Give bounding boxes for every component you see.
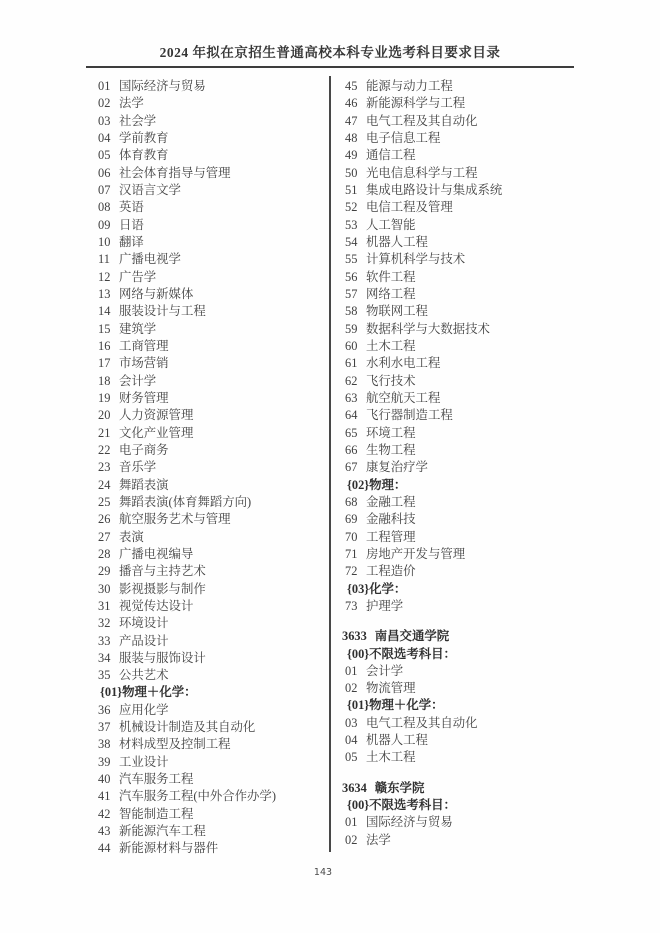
college-code: 3634 — [342, 780, 367, 795]
major-name: 舞蹈表演 — [119, 477, 169, 492]
major-number: 41 — [98, 789, 111, 804]
major-item — [345, 442, 575, 459]
major-number: 04 — [345, 733, 358, 748]
major-item — [345, 147, 575, 164]
major-name: 会计学 — [366, 663, 404, 678]
major-number: 44 — [98, 841, 111, 856]
major-name: 工业设计 — [119, 754, 169, 769]
major-item — [345, 373, 575, 390]
major-item — [345, 355, 575, 372]
major-name: 广播电视学 — [119, 252, 181, 267]
major-item — [345, 529, 575, 546]
major-item — [345, 425, 575, 442]
blank-line — [345, 615, 575, 628]
major-item — [98, 269, 332, 286]
major-name: 日语 — [119, 217, 144, 232]
major-item — [98, 563, 332, 580]
left-column — [98, 78, 332, 858]
major-number: 53 — [345, 217, 358, 232]
major-number: 40 — [98, 772, 111, 787]
major-item — [345, 407, 575, 424]
major-name: 社会体育指导与管理 — [119, 165, 231, 180]
major-name: 房地产开发与管理 — [366, 546, 466, 561]
major-number: 13 — [98, 286, 111, 301]
major-name: 能源与动力工程 — [366, 79, 453, 93]
major-number: 39 — [98, 754, 111, 769]
major-number: 02 — [345, 681, 358, 696]
major-number: 58 — [345, 304, 358, 319]
major-item — [98, 217, 332, 234]
major-number: 38 — [98, 737, 111, 752]
major-name: 电气工程及其自动化 — [366, 113, 478, 128]
major-item — [98, 338, 332, 355]
major-name: 集成电路设计与集成系统 — [366, 182, 503, 197]
major-item — [345, 715, 575, 732]
major-number: 56 — [345, 269, 358, 284]
major-name: 广告学 — [119, 269, 157, 284]
major-number: 21 — [98, 425, 111, 440]
major-item — [98, 390, 332, 407]
major-name: 市场营销 — [119, 356, 169, 371]
major-name: 汉语言文学 — [119, 182, 181, 197]
major-name: 表演 — [119, 529, 144, 544]
major-item — [345, 511, 575, 528]
major-item — [98, 546, 332, 563]
major-item — [345, 113, 575, 130]
major-number: 62 — [345, 373, 358, 388]
major-name: 会计学 — [119, 373, 157, 388]
major-name: 广播电视编导 — [119, 546, 194, 561]
major-number: 64 — [345, 408, 358, 423]
major-number: 55 — [345, 252, 358, 267]
major-item — [98, 113, 332, 130]
major-number: 36 — [98, 702, 111, 717]
major-item — [345, 459, 575, 476]
major-number: 70 — [345, 529, 358, 544]
major-name: 护理学 — [366, 598, 404, 613]
major-name: 人力资源管理 — [119, 408, 194, 423]
major-name: 软件工程 — [366, 269, 416, 284]
major-number: 05 — [345, 750, 358, 765]
major-item — [98, 823, 332, 840]
major-number: 15 — [98, 321, 111, 336]
major-item — [98, 581, 332, 598]
subject-requirement-heading: {00}不限选考科目： — [347, 646, 456, 661]
major-item — [98, 373, 332, 390]
major-item — [98, 286, 332, 303]
right-column — [342, 78, 575, 849]
major-item — [98, 806, 332, 823]
major-number: 03 — [98, 113, 111, 128]
major-name: 电子信息工程 — [366, 130, 441, 145]
major-item — [98, 459, 332, 476]
major-name: 音乐学 — [119, 460, 157, 475]
major-number: 11 — [98, 252, 110, 267]
major-item — [345, 680, 575, 697]
major-number: 01 — [345, 663, 358, 678]
major-item — [98, 615, 332, 632]
major-name: 汽车服务工程 — [119, 772, 194, 787]
major-name: 应用化学 — [119, 702, 169, 717]
major-number: 66 — [345, 442, 358, 457]
major-item — [98, 442, 332, 459]
major-item — [98, 95, 332, 112]
major-number: 16 — [98, 338, 111, 353]
major-name: 法学 — [366, 832, 391, 847]
page-title: 2024 年拟在京招生普通高校本科专业选考科目要求目录 — [159, 45, 501, 60]
major-number: 27 — [98, 529, 111, 544]
major-number: 60 — [345, 338, 358, 353]
major-item — [98, 771, 332, 788]
major-name: 水利水电工程 — [366, 356, 441, 371]
blank-line — [345, 767, 575, 780]
major-name: 新能源科学与工程 — [366, 96, 466, 111]
major-name: 新能源材料与器件 — [119, 841, 219, 856]
major-name: 翻译 — [119, 234, 144, 249]
major-number: 17 — [98, 356, 111, 371]
major-name: 康复治疗学 — [366, 460, 428, 475]
major-item — [345, 234, 575, 251]
major-name: 法学 — [119, 96, 144, 111]
major-item — [98, 754, 332, 771]
major-number: 29 — [98, 564, 111, 579]
major-item — [98, 633, 332, 650]
major-item — [98, 425, 332, 442]
major-name: 机器人工程 — [366, 733, 428, 748]
major-item — [345, 78, 575, 95]
major-item — [345, 338, 575, 355]
major-number: 14 — [98, 304, 111, 319]
major-item — [345, 95, 575, 112]
major-item — [98, 598, 332, 615]
major-number: 50 — [345, 165, 358, 180]
major-item — [98, 182, 332, 199]
college-name: 赣东学院 — [374, 780, 425, 795]
major-number: 02 — [98, 96, 111, 111]
major-item — [98, 321, 332, 338]
major-number: 32 — [98, 616, 111, 631]
major-item — [98, 199, 332, 216]
major-number: 12 — [98, 269, 111, 284]
major-name: 工程造价 — [366, 564, 416, 579]
major-number: 35 — [98, 668, 111, 683]
major-item — [98, 702, 332, 719]
major-number: 25 — [98, 494, 111, 509]
major-item — [345, 199, 575, 216]
major-number: 57 — [345, 286, 358, 301]
major-item — [98, 736, 332, 753]
major-number: 18 — [98, 373, 111, 388]
major-item — [345, 749, 575, 766]
college-name: 南昌交通学院 — [374, 629, 450, 644]
major-number: 06 — [98, 165, 111, 180]
major-number: 03 — [345, 715, 358, 730]
major-number: 73 — [345, 598, 358, 613]
major-name: 文化产业管理 — [119, 425, 194, 440]
major-name: 服装设计与工程 — [119, 304, 206, 319]
major-number: 47 — [345, 113, 358, 128]
major-item — [98, 78, 332, 95]
major-item — [345, 217, 575, 234]
major-name: 工程管理 — [366, 529, 416, 544]
major-number: 42 — [98, 806, 111, 821]
major-number: 28 — [98, 546, 111, 561]
major-number: 08 — [98, 200, 111, 215]
major-name: 机械设计制造及其自动化 — [119, 720, 256, 735]
major-name: 视觉传达设计 — [119, 598, 194, 613]
major-name: 土木工程 — [366, 750, 416, 765]
major-item — [345, 390, 575, 407]
major-number: 05 — [98, 148, 111, 163]
major-name: 电子商务 — [119, 442, 169, 457]
subject-requirement-heading: {00}不限选考科目： — [347, 798, 456, 813]
major-number: 61 — [345, 356, 358, 371]
major-number: 09 — [98, 217, 111, 232]
major-number: 65 — [345, 425, 358, 440]
major-item — [345, 321, 575, 338]
major-item — [345, 251, 575, 268]
major-name: 数据科学与大数据技术 — [366, 321, 490, 336]
major-name: 光电信息科学与工程 — [366, 165, 478, 180]
major-item — [98, 650, 332, 667]
major-name: 学前教育 — [119, 130, 169, 145]
major-item — [98, 840, 332, 857]
college-heading — [342, 628, 575, 645]
major-number: 51 — [345, 182, 358, 197]
major-number: 72 — [345, 564, 358, 579]
major-number: 10 — [98, 234, 111, 249]
major-number: 24 — [98, 477, 111, 492]
major-name: 公共艺术 — [119, 668, 169, 683]
major-item — [98, 165, 332, 182]
major-number: 30 — [98, 581, 111, 596]
major-item — [345, 814, 575, 831]
major-item — [98, 719, 332, 736]
college-heading — [342, 780, 575, 797]
major-name: 环境设计 — [119, 616, 169, 631]
major-name: 环境工程 — [366, 425, 416, 440]
major-item — [345, 832, 575, 849]
major-name: 产品设计 — [119, 633, 169, 648]
major-number: 37 — [98, 720, 111, 735]
major-item — [98, 147, 332, 164]
major-name: 工商管理 — [119, 338, 169, 353]
major-name: 汽车服务工程(中外合作办学) — [119, 789, 276, 804]
major-item — [98, 303, 332, 320]
major-number: 59 — [345, 321, 358, 336]
major-name: 人工智能 — [366, 217, 416, 232]
major-number: 02 — [345, 832, 358, 847]
header-rule — [86, 66, 574, 68]
major-name: 影视摄影与制作 — [119, 581, 206, 596]
major-name: 飞行器制造工程 — [366, 408, 453, 423]
major-name: 土木工程 — [366, 338, 416, 353]
major-name: 网络工程 — [366, 286, 416, 301]
major-name: 体育教育 — [119, 148, 169, 163]
major-item — [345, 130, 575, 147]
major-item — [345, 546, 575, 563]
major-number: 54 — [345, 234, 358, 249]
major-name: 新能源汽车工程 — [119, 824, 206, 839]
major-item — [345, 494, 575, 511]
major-item — [345, 182, 575, 199]
major-name: 通信工程 — [366, 148, 416, 163]
major-number: 69 — [345, 512, 358, 527]
major-item — [98, 511, 332, 528]
major-number: 01 — [345, 815, 358, 830]
major-number: 63 — [345, 390, 358, 405]
page-footer — [0, 867, 660, 878]
major-item — [98, 494, 332, 511]
major-number: 67 — [345, 460, 358, 475]
major-item — [345, 563, 575, 580]
major-name: 英语 — [119, 200, 144, 215]
page-header — [0, 0, 660, 68]
major-item — [345, 286, 575, 303]
major-name: 金融科技 — [366, 512, 416, 527]
major-name: 国际经济与贸易 — [366, 815, 453, 830]
major-number: 23 — [98, 460, 111, 475]
major-name: 电信工程及管理 — [366, 200, 453, 215]
major-number: 45 — [345, 79, 358, 93]
major-name: 网络与新媒体 — [119, 286, 194, 301]
major-item — [98, 407, 332, 424]
page-number: 143 — [313, 867, 333, 878]
major-number: 04 — [98, 130, 111, 145]
major-name: 金融工程 — [366, 494, 416, 509]
major-item — [98, 667, 332, 684]
subject-requirement-heading: {03}化学： — [347, 581, 407, 596]
major-name: 物联网工程 — [366, 304, 428, 319]
major-name: 建筑学 — [119, 321, 157, 336]
major-name: 机器人工程 — [366, 234, 428, 249]
subject-requirement-heading: {01}物理＋化学： — [100, 685, 197, 700]
major-number: 01 — [98, 79, 111, 93]
major-name: 播音与主持艺术 — [119, 564, 206, 579]
major-name: 电气工程及其自动化 — [366, 715, 478, 730]
major-number: 07 — [98, 182, 111, 197]
major-item — [345, 165, 575, 182]
column-divider — [329, 76, 331, 852]
major-number: 19 — [98, 390, 111, 405]
major-name: 社会学 — [119, 113, 157, 128]
major-number: 31 — [98, 598, 111, 613]
major-item — [345, 269, 575, 286]
major-name: 服装与服饰设计 — [119, 650, 206, 665]
major-name: 物流管理 — [366, 681, 416, 696]
major-number: 48 — [345, 130, 358, 145]
major-number: 20 — [98, 408, 111, 423]
major-name: 生物工程 — [366, 442, 416, 457]
major-item — [98, 477, 332, 494]
major-number: 43 — [98, 824, 111, 839]
major-name: 航空服务艺术与管理 — [119, 512, 231, 527]
major-name: 舞蹈表演(体育舞蹈方向) — [119, 494, 252, 509]
major-item — [98, 130, 332, 147]
major-item — [345, 303, 575, 320]
major-item — [98, 529, 332, 546]
subject-requirement-heading: {01}物理＋化学： — [347, 698, 444, 713]
major-item — [98, 251, 332, 268]
major-name: 国际经济与贸易 — [119, 79, 206, 93]
major-name: 飞行技术 — [366, 373, 416, 388]
major-name: 智能制造工程 — [119, 806, 194, 821]
major-number: 26 — [98, 512, 111, 527]
major-item — [345, 598, 575, 615]
major-name: 财务管理 — [119, 390, 169, 405]
major-number: 49 — [345, 148, 358, 163]
major-name: 航空航天工程 — [366, 390, 441, 405]
major-name: 计算机科学与技术 — [366, 252, 466, 267]
major-number: 71 — [345, 546, 358, 561]
major-number: 52 — [345, 200, 358, 215]
major-number: 34 — [98, 650, 111, 665]
major-number: 22 — [98, 442, 111, 457]
major-number: 68 — [345, 494, 358, 509]
major-item — [345, 732, 575, 749]
major-item — [345, 663, 575, 680]
major-item — [98, 234, 332, 251]
major-number: 46 — [345, 96, 358, 111]
major-item — [98, 355, 332, 372]
major-number: 33 — [98, 633, 111, 648]
college-code: 3633 — [342, 629, 367, 644]
major-name: 材料成型及控制工程 — [119, 737, 231, 752]
major-item — [98, 788, 332, 805]
subject-requirement-heading: {02}物理： — [347, 477, 407, 492]
